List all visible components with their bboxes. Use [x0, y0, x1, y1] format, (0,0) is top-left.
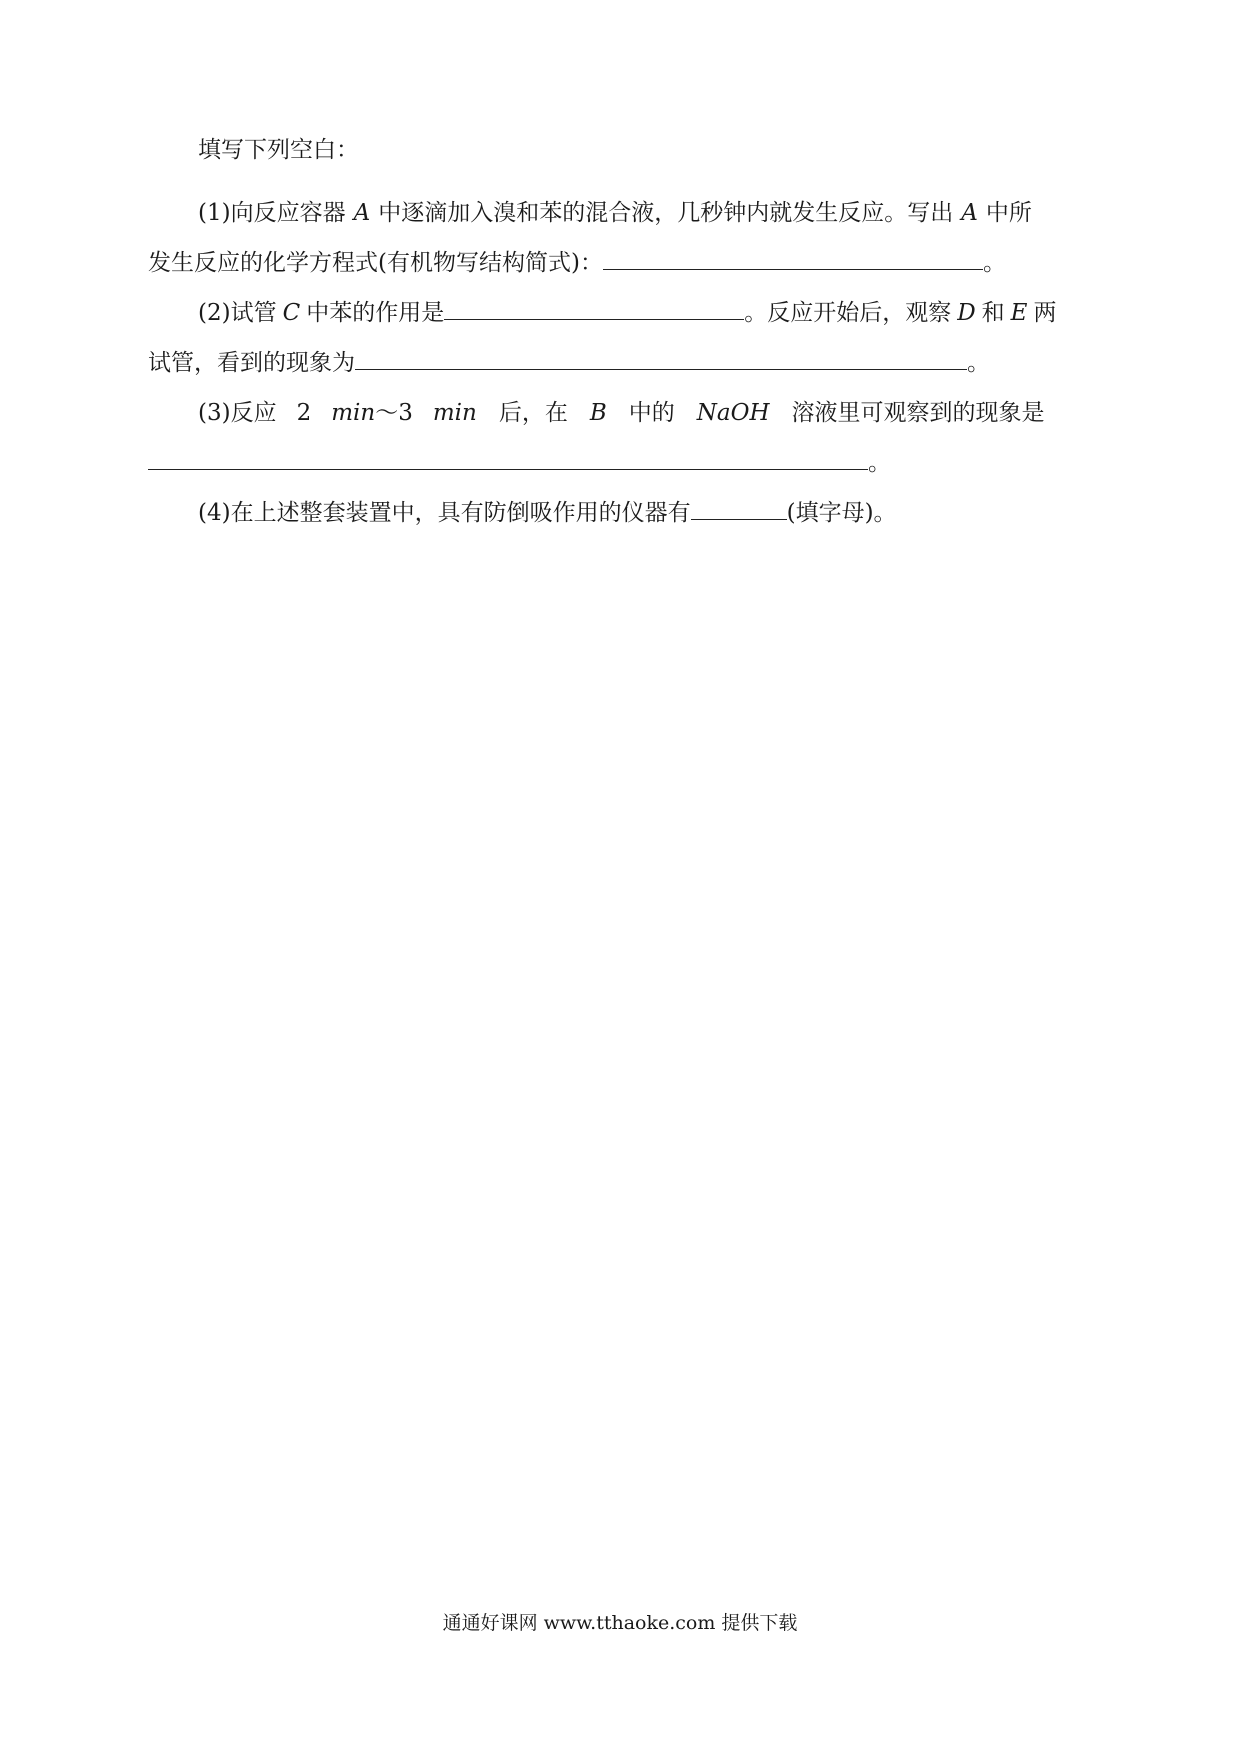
answer-blank-2a[interactable] — [444, 299, 744, 320]
question-1-line-1: (1)向反应容器 A 中逐滴加入溴和苯的混合液，几秒钟内就发生反应。写出 A 中所 — [198, 200, 1032, 226]
answer-blank-4[interactable] — [691, 499, 787, 520]
question-3-line-2: 。 — [148, 448, 891, 478]
question-1-line-2: 发生反应的化学方程式(有机物写结构简式)： 。 — [148, 250, 1006, 276]
footer-source: 通通好课网 www.tthaoke.com 提供下载 — [442, 1612, 798, 1634]
question-4: (4)在上述整套装置中，具有防倒吸作用的仪器有 (填字母)。 — [198, 500, 897, 526]
question-2-line-1: (2)试管 C 中苯的作用是 。反应开始后，观察 D 和 E 两 — [198, 300, 1057, 326]
answer-blank-2b[interactable] — [355, 349, 967, 370]
intro-text: 填写下列空白： — [198, 137, 359, 163]
answer-blank-3[interactable] — [148, 449, 868, 470]
answer-blank-1[interactable] — [603, 249, 983, 270]
question-3-line-1: (3)反应 2 min～3 min 后，在 B 中的 NaOH 溶液里可观察到的现象是 — [198, 400, 1045, 426]
question-2-line-2: 试管，看到的现象为 。 — [148, 350, 990, 376]
